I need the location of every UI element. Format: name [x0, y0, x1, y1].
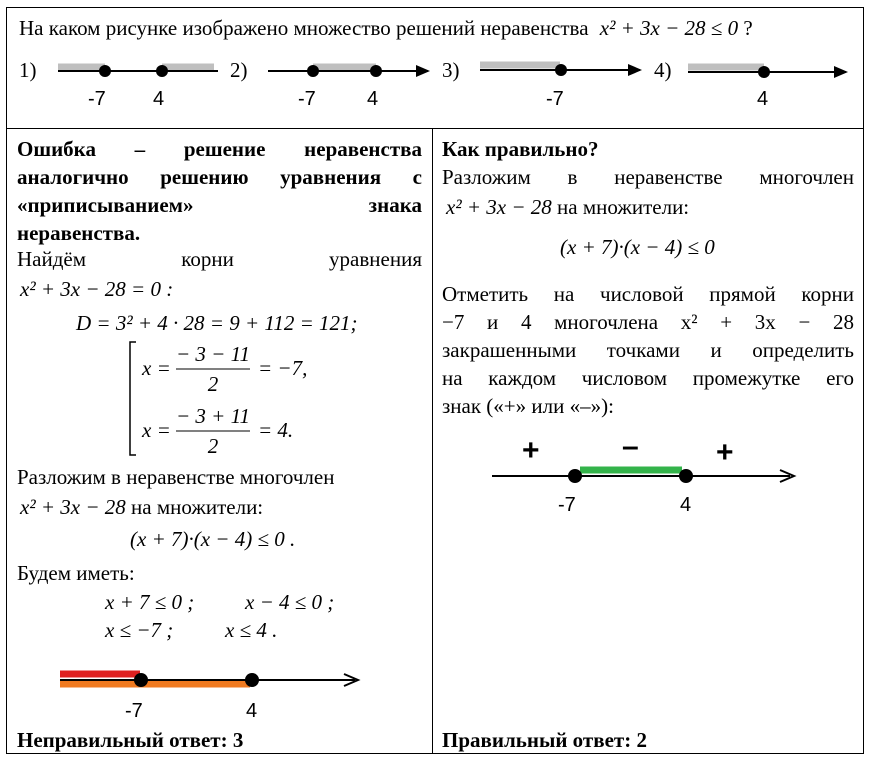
wrong-answer: Неправильный ответ: 3	[17, 728, 244, 752]
paragraph-line: −7 и 4 многочлена x² + 3x − 28	[442, 310, 854, 334]
error-title-line: Ошибка – решение неравенства	[17, 137, 422, 161]
option-4-number: 4)	[654, 58, 672, 82]
error-title-line: «приписыванием» знака	[17, 193, 422, 217]
will-have-text: Будем иметь:	[17, 561, 135, 585]
question-text: На каком рисунке изображено множество решений неравенства x² + 3x − 28 ≤ 0 ?	[19, 16, 753, 40]
right-factor-suffix: на множители:	[557, 195, 690, 219]
error-title-line: аналогично решению уравнения с	[17, 165, 422, 189]
option-1-number: 1)	[19, 58, 37, 82]
root2-numerator: − 3 + 11	[176, 404, 251, 428]
paragraph-line: закрашенными точками и определить	[442, 338, 854, 362]
option-2-label-b: 4	[367, 88, 379, 110]
right-point-a	[568, 469, 582, 483]
left-factor-poly: x² + 3x − 28	[20, 495, 126, 519]
result-1: x ≤ −7 ;	[105, 618, 174, 642]
find-roots-text: Найдём корни уравнения	[17, 247, 422, 271]
right-factor-intro: Разложим в неравенстве многочлен	[442, 165, 854, 189]
left-factor-intro: Разложим в неравенстве многочлен	[17, 465, 335, 489]
option-2-number: 2)	[230, 58, 248, 82]
paragraph-line: на каждом числовом промежутке его	[442, 366, 854, 390]
condition-1: x + 7 ≤ 0 ;	[105, 590, 195, 614]
option-4-label: 4	[757, 88, 769, 110]
root1-denominator: 2	[207, 372, 219, 396]
right-factor-poly: x² + 3x − 28	[446, 195, 552, 219]
right-label-a: -7	[558, 494, 576, 516]
left-factored: (x + 7)·(x − 4) ≤ 0 .	[130, 527, 296, 551]
right-factored: (x + 7)·(x − 4) ≤ 0	[560, 235, 715, 259]
error-title-line: неравенства.	[17, 221, 141, 245]
paragraph-line: Отметить на числовой прямой корни	[442, 282, 854, 306]
paragraph-line: знак («+» или «–»):	[442, 394, 614, 418]
discriminant: D = 3² + 4 · 28 = 9 + 112 = 121;	[76, 311, 358, 335]
condition-2: x − 4 ≤ 0 ;	[245, 590, 335, 614]
root2-rhs: = 4.	[258, 418, 294, 442]
root1-rhs: = −7,	[258, 356, 308, 380]
left-factor-suffix: на множители:	[131, 495, 264, 519]
option-1-label-a: -7	[88, 88, 106, 110]
option-2-label-a: -7	[298, 88, 316, 110]
right-point-b	[679, 469, 693, 483]
option-3-number: 3)	[442, 58, 460, 82]
root2-lhs: x =	[142, 418, 171, 442]
left-label-a: -7	[125, 700, 143, 722]
right-label-b: 4	[680, 494, 692, 516]
result-2: x ≤ 4 .	[225, 618, 278, 642]
left-label-b: 4	[246, 700, 258, 722]
root1-lhs: x =	[142, 356, 171, 380]
correct-answer: Правильный ответ: 2	[442, 728, 647, 752]
sign-plus-left: +	[522, 434, 540, 467]
option-1-label-b: 4	[153, 88, 165, 110]
sign-minus-middle: –	[622, 430, 639, 463]
right-title: Как правильно?	[442, 137, 599, 161]
root1-numerator: − 3 − 11	[176, 342, 251, 366]
option-3-label: -7	[546, 88, 564, 110]
equation: x² + 3x − 28 = 0 :	[20, 277, 174, 301]
sign-plus-right: +	[716, 436, 734, 469]
root2-denominator: 2	[207, 434, 219, 458]
